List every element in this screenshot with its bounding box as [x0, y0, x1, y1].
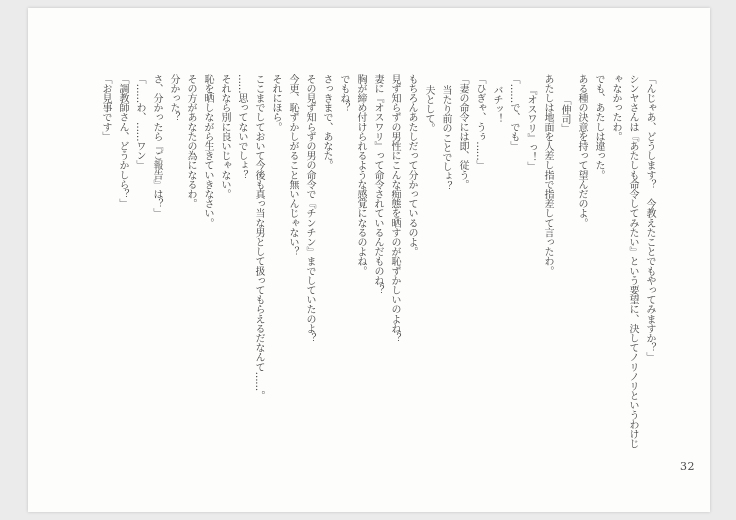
text-line: 恥を晒しながら生きていきなさい。 — [202, 74, 213, 228]
text-line: 「伸司」 — [559, 95, 570, 134]
text-line: 「ひぎゃ、うぅ……」 — [474, 74, 485, 171]
text-line: でも、あたしは違った。 — [593, 74, 604, 180]
text-line: 「妻の命令には即、従う。 — [457, 74, 468, 190]
text-line: もちろんあたしだって分かっているのよ。 — [406, 74, 417, 257]
text-line: ゃなかったわ。 — [610, 74, 621, 142]
text-line: 「んじゃあ、どうします？ 今教えたことでもやってみますか？」 — [644, 74, 655, 363]
text-line: でもね？ — [338, 74, 349, 113]
text-line: 夫として。 — [423, 85, 434, 134]
text-line: 「……わ、……ワン」 — [134, 74, 145, 171]
text-line: その見ず知らずの男の命令で『チンチン』までしていたのよ？ — [304, 74, 315, 343]
text-line: バチッ！ — [491, 85, 502, 124]
text-line: 今更、恥ずかしがること無いんじゃない？ — [287, 74, 298, 257]
text-line: 分かった？ — [168, 74, 179, 123]
page-number: 32 — [680, 460, 695, 473]
text-line: 「……で、でも」 — [508, 74, 519, 151]
text-line: 『オスワリ』っ！」 — [525, 85, 536, 172]
text-line: ……思ってないでしょ？ — [236, 74, 247, 180]
text-line: さ、分かったら『ご報告』は？」 — [151, 74, 162, 219]
text-line: さっきまで、あなた。 — [321, 74, 332, 171]
text-line: 当たり前のことでしょ？ — [440, 85, 451, 191]
text-line: それなら別に良いじゃない。 — [219, 74, 230, 199]
vertical-text-block — [97, 74, 658, 456]
text-line: あたしは地面を人差し指で指差して言ったわ。 — [542, 74, 553, 276]
text-line: ある種の決意を持って望んだのよ。 — [576, 74, 587, 228]
text-line: シンヤさんは『あたしも命令してみたい』という要望に、決してノリノリというわけじ — [627, 74, 638, 449]
document-page — [28, 8, 710, 512]
text-line: 「調教師さん、どうかしら？」 — [117, 74, 128, 209]
text-line: 胸が締め付けられるような感覚になるのよね。 — [355, 74, 366, 276]
text-line: 見ず知らずの男性にこんな痴態を晒すのが恥ずかしいのよね？ — [389, 74, 400, 343]
text-line: ここまでしておいて今後も真っ当な男として扱ってもらえるだなんて……。 — [253, 74, 264, 401]
text-line: それにほら。 — [270, 74, 281, 132]
text-line: 妻に『オスワリ』って命令されているんだものね？ — [372, 74, 383, 295]
text-line: その方があなたの為になるわ。 — [185, 74, 196, 209]
text-line: 「お見事です」 — [100, 74, 111, 142]
